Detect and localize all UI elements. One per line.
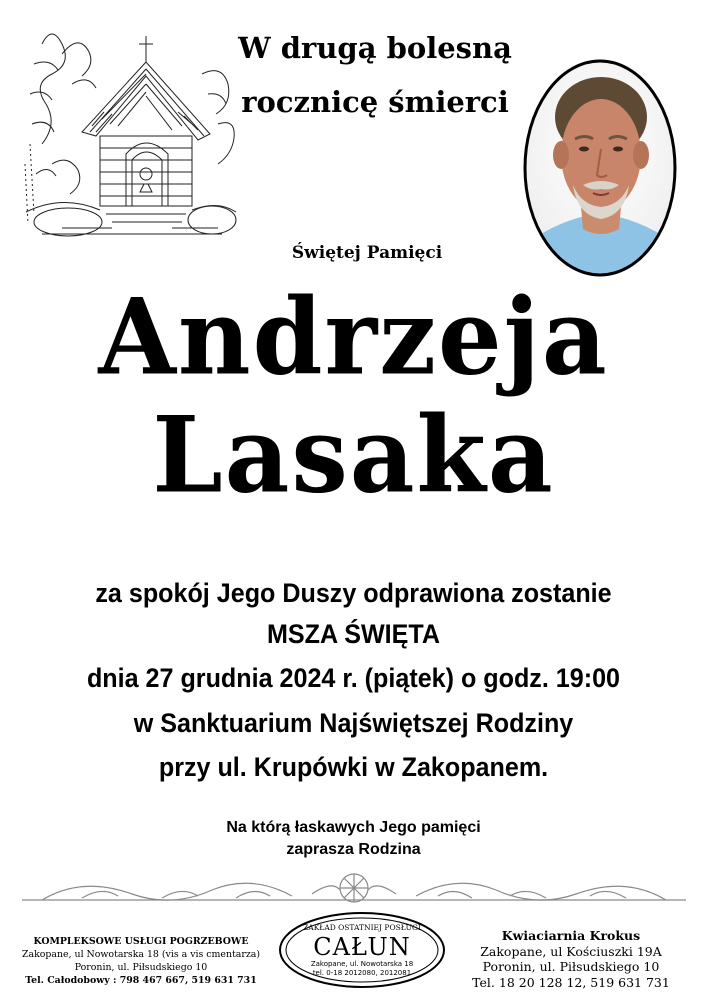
deceased-first-name: Andrzeja (98, 275, 609, 399)
deceased-last-name: Lasaka (152, 393, 555, 517)
heading-line-2: rocznicę śmierci (241, 85, 509, 119)
calun-logo-top-text: ZAKŁAD OSTATNIEJ POSŁUGI (303, 923, 421, 932)
florist-address-2: Poronin, ul. Piłsudskiego 10 (482, 959, 660, 974)
calun-logo-phone: tel. 0-18 2012080, 2012081 (312, 969, 412, 977)
funeral-home-title: KOMPLEKSOWE USŁUGI POGRZEBOWE (33, 936, 249, 947)
funeral-home-phone: Tel. Całodobowy : 798 467 667, 519 631 731 (25, 975, 257, 986)
florist-phone: Tel. 18 20 128 12, 519 631 731 (472, 974, 670, 990)
florist-title: Kwiaciarnia Krokus (501, 928, 641, 943)
calun-logo-name: CAŁUN (313, 933, 411, 961)
florist-address-1: Zakopane, ul Kościuszki 19A (480, 943, 662, 959)
chapel-sketch-image (22, 14, 240, 242)
funeral-home-address-1: Zakopane, ul Nowotarska 18 (vis a vis cmentarza) (21, 949, 261, 960)
ornament-divider (22, 868, 686, 912)
invitation-line-2: zaprasza Rodzina (286, 841, 421, 858)
florist-info (450, 928, 692, 990)
mass-address: przy ul. Krupówki w Zakopanem. (158, 752, 549, 782)
in-memory-label: Świętej Pamięci (291, 243, 443, 263)
portrait-photo (521, 57, 679, 279)
calun-logo-address: Zakopane, ul. Nowotarska 18 (310, 960, 414, 968)
funeral-home-address-2: Poronin, ul. Piłsudskiego 10 (74, 962, 208, 973)
invitation-line-1: Na którą łaskawych Jego pamięci (226, 819, 481, 836)
calun-logo (277, 910, 447, 990)
mass-date-time: dnia 27 grudnia 2024 r. (piątek) o godz. 19:00 (86, 663, 621, 693)
heading-line-1: W drugą bolesną (238, 31, 512, 65)
mass-line-1: za spokój Jego Duszy odprawiona zostanie (95, 578, 612, 608)
funeral-home-info (14, 935, 268, 987)
mass-title: MSZA ŚWIĘTA (267, 619, 440, 649)
mass-location: w Sanktuarium Najświętszej Rodziny (133, 708, 574, 738)
